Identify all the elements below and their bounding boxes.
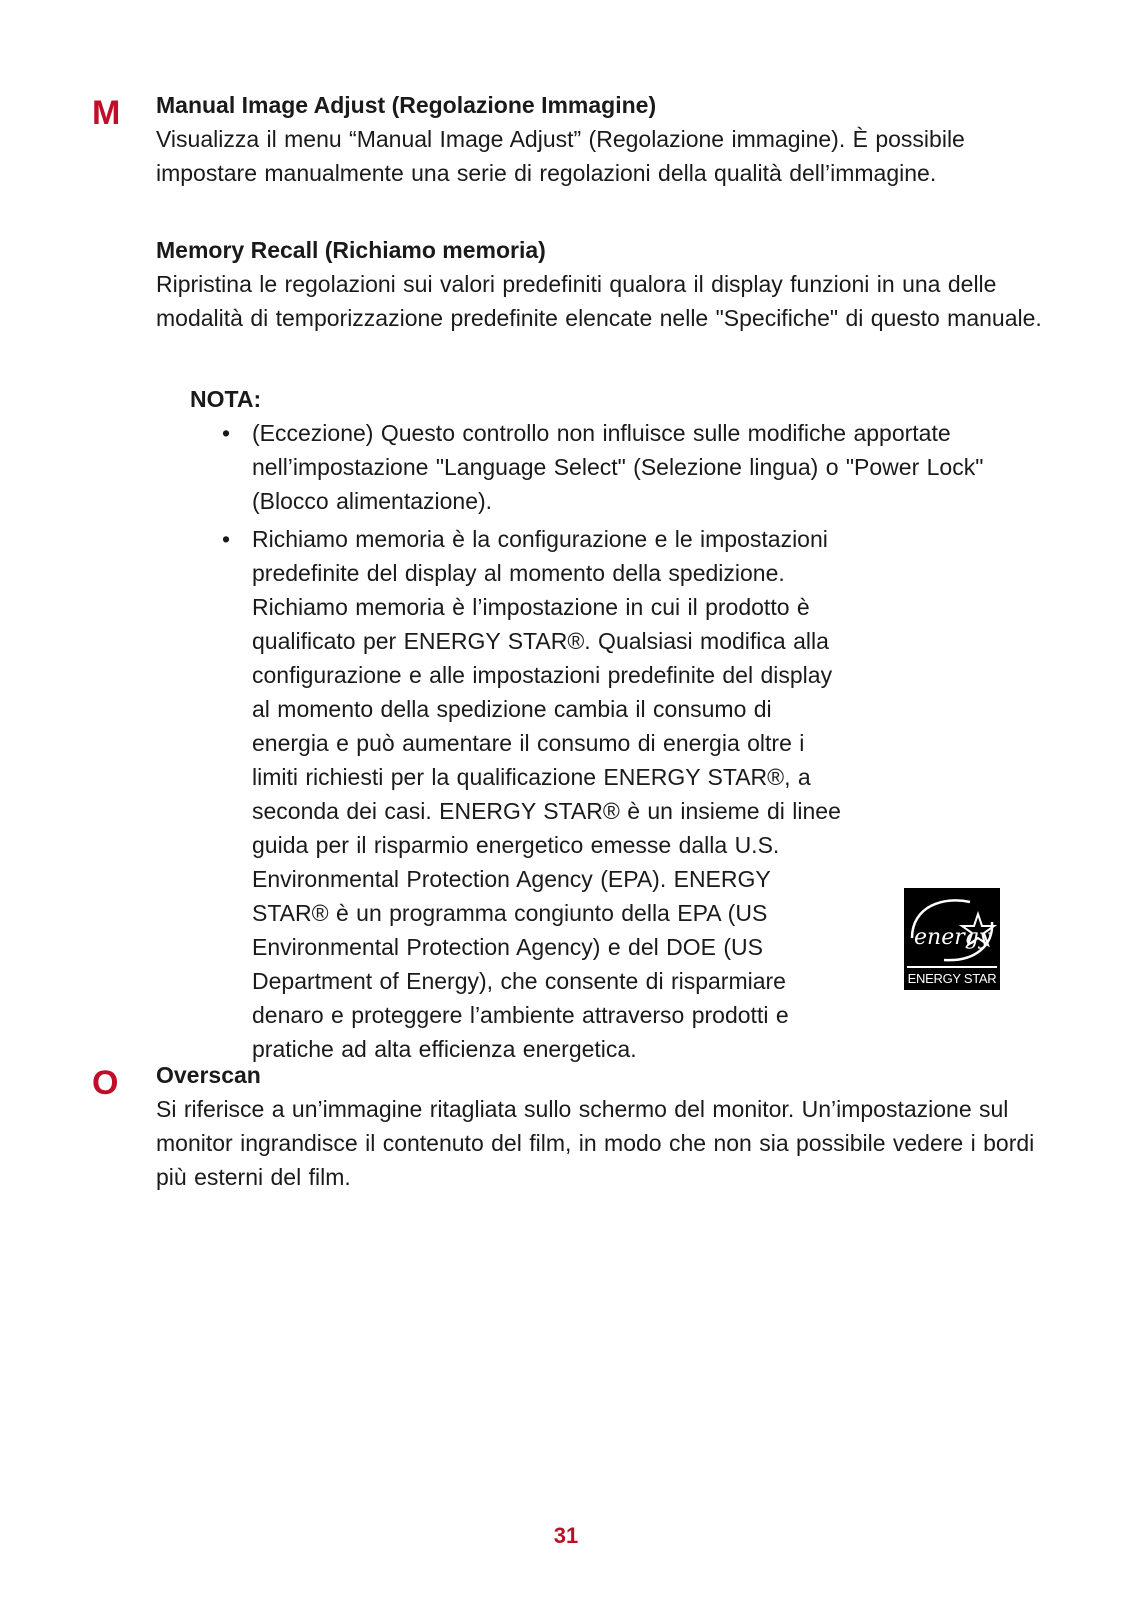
entry-title: Manual Image Adjust (Regolazione Immagine) bbox=[156, 92, 657, 118]
entry-memory-recall bbox=[156, 233, 1056, 335]
entry-description: Ripristina le regolazioni sui valori predefiniti qualora il display funzioni in una delle modalità di temporizzazione predefinite elencate nelle "Specifiche" di questo manuale. bbox=[156, 271, 1042, 331]
entry-title: Overscan bbox=[156, 1062, 261, 1088]
list-item-text: (Eccezione) Questo controllo non influisce sulle modifiche apportate nell’impostazione "Language Select" (Selezione lingua) o "Power Lock" (Blocco alimentazione). bbox=[252, 420, 984, 514]
list-item-text: Richiamo memoria è la configurazione e le impostazioni predefinite del display al momento della spedizione. Richiamo memoria è l’impostazione in cui il prodotto è qualificato per ENERGY STAR®. Qualsiasi modifica alla configurazione e alle impostazioni predefinite del display al momento della spedizione cambia il consumo di energia e può aumentare il consumo di energia oltre i limiti richiesti per la qualificazione ENERGY STAR®, a seconda dei casi. ENERGY STAR® è un insieme di linee guida per il risparmio energetico emesse dalla U.S. Environmental Protection Agency (EPA). ENERGY STAR® è un programma congiunto della EPA (US Environmental Protection Agency) e del DOE (US Department of Energy), che consente di risparmiare denaro e proteggere l’ambiente attraverso prodotti e pratiche ad alta efficienza energetica. bbox=[252, 526, 841, 1062]
list-item bbox=[222, 522, 842, 1066]
energy-script-text: energy bbox=[914, 925, 992, 950]
energy-star-icon bbox=[904, 888, 1000, 966]
energy-star-logo bbox=[904, 888, 1000, 990]
logo-divider bbox=[907, 966, 997, 968]
entry-title: Memory Recall (Richiamo memoria) bbox=[156, 237, 546, 263]
bullet-icon: • bbox=[222, 526, 231, 552]
note-label: NOTA: bbox=[190, 386, 262, 412]
bullet-icon: • bbox=[222, 420, 231, 446]
entry-description: Si riferisce a un’immagine ritagliata sullo schermo del monitor. Un’impostazione sul monitor ingrandisce il contenuto del film, in modo che non sia possibile vedere i bordi più esterni del film. bbox=[156, 1096, 1035, 1190]
entry-description: Visualizza il menu “Manual Image Adjust” (Regolazione immagine). È possibile impostare manualmente una serie di regolazioni della qualità dell’immagine. bbox=[156, 126, 965, 186]
entry-overscan bbox=[156, 1058, 1056, 1194]
section-letter-o: O bbox=[92, 1064, 119, 1102]
list-item bbox=[222, 416, 1052, 518]
section-letter-m: M bbox=[92, 94, 121, 132]
page-number: 31 bbox=[553, 1523, 579, 1548]
energy-star-caption: ENERGY STAR bbox=[907, 971, 997, 986]
entry-manual-image-adjust bbox=[156, 88, 1056, 190]
